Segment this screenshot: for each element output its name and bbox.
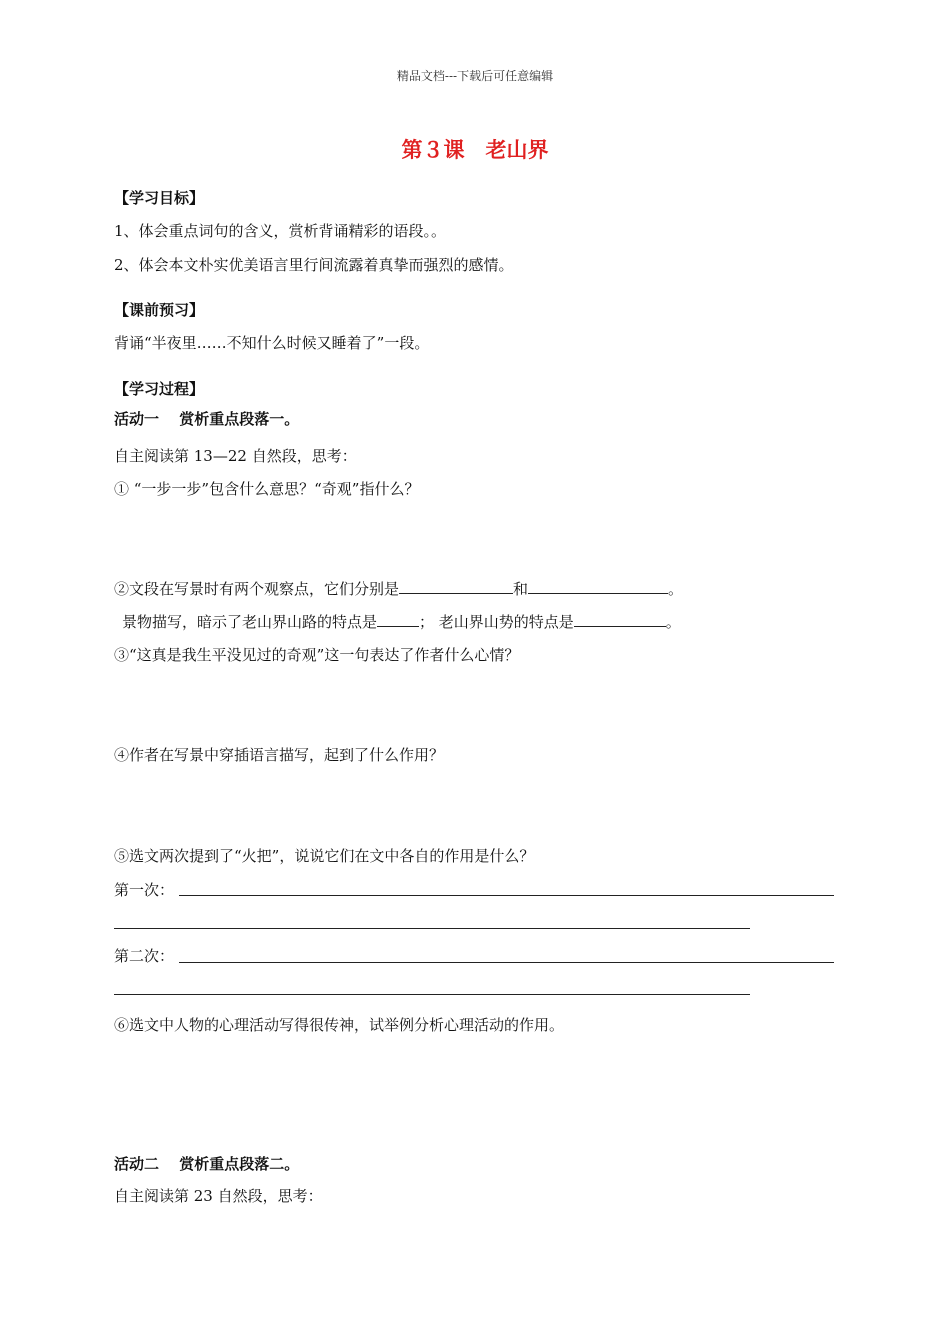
question-6: ⑥选文中人物的心理活动写得很传神，试举例分析心理活动的作用。 [114,1016,565,1034]
goals-heading: 【学习目标】 [114,189,205,207]
preview-text: 背诵“半夜里……不知什么时候又睡着了”一段。 [114,334,430,352]
answer-blank-observation-2[interactable] [528,579,668,594]
question-5: ⑤选文两次提到了“火把”，说说它们在文中各自的作用是什么？ [114,847,535,865]
answer-line-first-1[interactable] [179,895,834,896]
activity2-intro: 自主阅读第 23 自然段，思考： [114,1187,323,1205]
question-2-text-c: 。 [668,580,684,598]
answer-blank-observation-1[interactable] [399,579,513,594]
second-time-label: 第二次： [114,947,175,965]
question-1: ① “一步一步”包含什么意思？“奇观”指什么？ [114,480,420,498]
page-header: 精品文档---下载后可任意编辑 [396,69,554,83]
answer-blank-mountain-feature[interactable] [574,612,666,627]
goal-item-1: 1、体会重点词句的含义，赏析背诵精彩的语段。。 [114,222,447,240]
activity2-title: 活动二 赏析重点段落二。 [114,1155,300,1173]
activity1-intro: 自主阅读第 13—22 自然段，思考： [114,447,357,465]
question-2b-text-a: 景物描写，暗示了老山界山路的特点是 [122,613,378,631]
question-2-text-b: 和 [513,580,529,598]
answer-line-second-1[interactable] [179,962,834,963]
first-time-label: 第一次： [114,881,175,899]
question-2b [122,612,681,632]
answer-line-second-2[interactable] [114,994,750,995]
process-heading: 【学习过程】 [114,380,205,398]
question-4: ④作者在写景中穿插语言描写，起到了什么作用？ [114,746,445,764]
page-title: 第３课 老山界 [401,137,549,162]
question-2 [114,579,683,599]
answer-blank-road-feature[interactable] [377,612,419,627]
question-2-text-a: ②文段在写景时有两个观察点，它们分别是 [114,580,400,598]
activity1-title: 活动一 赏析重点段落一。 [114,410,300,428]
answer-line-first-2[interactable] [114,928,750,929]
goal-item-2: 2、体会本文朴实优美语言里行间流露着真挚而强烈的感情。 [114,256,514,274]
question-2b-text-b: ； 老山界山势的特点是 [419,613,574,631]
preview-heading: 【课前预习】 [114,301,205,319]
question-2b-text-c: 。 [665,613,681,631]
question-3: ③“这真是我生平没见过的奇观”这一句表达了作者什么心情？ [114,646,520,664]
